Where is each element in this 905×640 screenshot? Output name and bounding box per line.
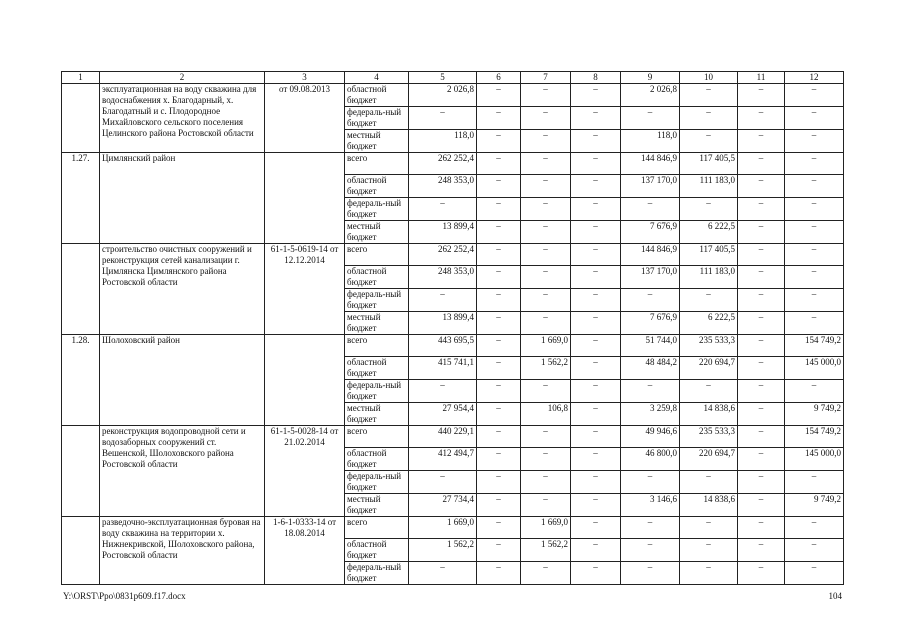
value-cell: – xyxy=(571,130,621,153)
value-cell: – xyxy=(571,539,621,562)
value-cell: 9 749,2 xyxy=(785,403,844,426)
value-cell: 145 000,0 xyxy=(785,448,844,471)
value-cell: – xyxy=(521,562,571,585)
table-row xyxy=(62,426,844,448)
value-cell: 137 170,0 xyxy=(621,266,680,289)
value-cell: – xyxy=(521,448,571,471)
value-cell: – xyxy=(738,448,785,471)
value-cell: 13 899,4 xyxy=(409,312,477,335)
value-cell: – xyxy=(680,539,738,562)
item-document: 1-6-1-0333-14 от 18.08.2014 xyxy=(265,517,345,585)
value-cell: – xyxy=(738,130,785,153)
value-cell: – xyxy=(785,471,844,494)
value-cell: – xyxy=(621,198,680,221)
value-cell: 118,0 xyxy=(409,130,477,153)
value-cell: – xyxy=(571,153,621,175)
value-cell: 1 562,2 xyxy=(521,539,571,562)
table-row xyxy=(62,244,844,266)
funding-source: местный бюджет xyxy=(345,312,409,335)
value-cell: – xyxy=(680,517,738,539)
value-cell: – xyxy=(409,562,477,585)
funding-source: федераль-ный бюджет xyxy=(345,471,409,494)
value-cell: – xyxy=(785,198,844,221)
value-cell: – xyxy=(409,289,477,312)
value-cell: – xyxy=(571,335,621,357)
value-cell: – xyxy=(571,380,621,403)
value-cell: – xyxy=(477,107,521,130)
value-cell: – xyxy=(521,380,571,403)
value-cell: – xyxy=(521,107,571,130)
value-cell: – xyxy=(738,517,785,539)
value-cell: – xyxy=(521,221,571,244)
value-cell: – xyxy=(521,289,571,312)
table-row xyxy=(62,84,844,107)
value-cell: – xyxy=(571,84,621,107)
value-cell: – xyxy=(571,426,621,448)
funding-source: всего xyxy=(345,426,409,448)
value-cell: – xyxy=(571,244,621,266)
file-path: Y:\ORST\Ppo\0831p609.f17.docx xyxy=(63,591,186,601)
value-cell: – xyxy=(521,266,571,289)
value-cell: – xyxy=(785,539,844,562)
value-cell: – xyxy=(785,221,844,244)
value-cell: 144 846,9 xyxy=(621,153,680,175)
column-header: 1 xyxy=(62,72,100,84)
value-cell: 262 252,4 xyxy=(409,244,477,266)
value-cell: 3 259,8 xyxy=(621,403,680,426)
value-cell: – xyxy=(738,471,785,494)
value-cell: – xyxy=(571,494,621,517)
value-cell: – xyxy=(477,380,521,403)
value-cell: – xyxy=(477,403,521,426)
value-cell: 48 484,2 xyxy=(621,357,680,380)
value-cell: – xyxy=(680,107,738,130)
column-header: 9 xyxy=(621,72,680,84)
value-cell: – xyxy=(571,107,621,130)
value-cell: – xyxy=(571,471,621,494)
value-cell: – xyxy=(621,380,680,403)
value-cell: – xyxy=(477,494,521,517)
value-cell: – xyxy=(738,335,785,357)
funding-source: областной бюджет xyxy=(345,175,409,198)
value-cell: 415 741,1 xyxy=(409,357,477,380)
item-document xyxy=(265,335,345,426)
funding-source: всего xyxy=(345,517,409,539)
item-number xyxy=(62,426,100,517)
value-cell: – xyxy=(738,539,785,562)
value-cell: 145 000,0 xyxy=(785,357,844,380)
funding-source: всего xyxy=(345,244,409,266)
value-cell: – xyxy=(571,198,621,221)
value-cell: – xyxy=(571,403,621,426)
value-cell: 248 353,0 xyxy=(409,266,477,289)
value-cell: – xyxy=(571,266,621,289)
value-cell: – xyxy=(571,312,621,335)
value-cell: – xyxy=(738,403,785,426)
value-cell: – xyxy=(785,153,844,175)
value-cell: – xyxy=(680,471,738,494)
value-cell: – xyxy=(621,107,680,130)
value-cell: – xyxy=(477,266,521,289)
item-number xyxy=(62,517,100,585)
value-cell: – xyxy=(785,175,844,198)
item-name: реконструкция водопроводной сети и водозаборных сооружений ст. Вешенской, Шолоховского района Ростовской области xyxy=(100,426,265,517)
funding-source: федераль-ный бюджет xyxy=(345,289,409,312)
value-cell: 117 405,5 xyxy=(680,153,738,175)
value-cell: – xyxy=(477,471,521,494)
value-cell: – xyxy=(738,221,785,244)
value-cell: – xyxy=(680,380,738,403)
value-cell: – xyxy=(738,107,785,130)
value-cell: 220 694,7 xyxy=(680,448,738,471)
value-cell: 7 676,9 xyxy=(621,221,680,244)
value-cell: – xyxy=(785,130,844,153)
funding-source: местный бюджет xyxy=(345,130,409,153)
value-cell: – xyxy=(477,312,521,335)
value-cell: – xyxy=(738,380,785,403)
value-cell: – xyxy=(477,244,521,266)
funding-source: местный бюджет xyxy=(345,494,409,517)
column-header: 10 xyxy=(680,72,738,84)
value-cell: – xyxy=(738,562,785,585)
value-cell: – xyxy=(738,357,785,380)
item-name: Цимлянский район xyxy=(100,153,265,244)
value-cell: – xyxy=(571,175,621,198)
value-cell: – xyxy=(409,198,477,221)
value-cell: – xyxy=(571,289,621,312)
item-name: эксплуатационная на воду скважина для водоснабжения х. Благодарный, х. Благодатный и с. Плодородное Михайловского сельского поселения Целинского района Ростовской области xyxy=(100,84,265,153)
value-cell: 7 676,9 xyxy=(621,312,680,335)
value-cell: – xyxy=(571,517,621,539)
item-document: 61-1-5-0619-14 от 12.12.2014 xyxy=(265,244,345,335)
value-cell: 51 744,0 xyxy=(621,335,680,357)
funding-source: федераль-ный бюджет xyxy=(345,562,409,585)
value-cell: – xyxy=(477,198,521,221)
value-cell: 46 800,0 xyxy=(621,448,680,471)
value-cell: – xyxy=(621,471,680,494)
value-cell: – xyxy=(621,562,680,585)
value-cell: – xyxy=(477,84,521,107)
value-cell: – xyxy=(738,244,785,266)
value-cell: 235 533,3 xyxy=(680,426,738,448)
value-cell: – xyxy=(785,266,844,289)
funding-source: областной бюджет xyxy=(345,539,409,562)
value-cell: – xyxy=(571,562,621,585)
value-cell: – xyxy=(521,471,571,494)
item-number: 1.27. xyxy=(62,153,100,244)
value-cell: – xyxy=(738,266,785,289)
value-cell: 2 026,8 xyxy=(409,84,477,107)
value-cell: 220 694,7 xyxy=(680,357,738,380)
value-cell: – xyxy=(738,289,785,312)
value-cell: 106,8 xyxy=(521,403,571,426)
value-cell: 137 170,0 xyxy=(621,175,680,198)
funding-source: местный бюджет xyxy=(345,403,409,426)
funding-source: всего xyxy=(345,153,409,175)
item-number xyxy=(62,84,100,153)
item-number: 1.28. xyxy=(62,335,100,426)
value-cell: – xyxy=(738,198,785,221)
value-cell: – xyxy=(477,539,521,562)
value-cell: 412 494,7 xyxy=(409,448,477,471)
funding-source: федераль-ный бюджет xyxy=(345,380,409,403)
value-cell: – xyxy=(785,84,844,107)
value-cell: 49 946,6 xyxy=(621,426,680,448)
funding-source: местный бюджет xyxy=(345,221,409,244)
item-name: Шолоховский район xyxy=(100,335,265,426)
column-header: 5 xyxy=(409,72,477,84)
value-cell: 1 669,0 xyxy=(521,335,571,357)
value-cell: – xyxy=(521,198,571,221)
value-cell: – xyxy=(477,426,521,448)
value-cell: 14 838,6 xyxy=(680,494,738,517)
value-cell: – xyxy=(477,289,521,312)
value-cell: – xyxy=(680,130,738,153)
value-cell: – xyxy=(409,380,477,403)
value-cell: 27 734,4 xyxy=(409,494,477,517)
value-cell: – xyxy=(477,130,521,153)
value-cell: – xyxy=(477,175,521,198)
page-number: 104 xyxy=(828,591,842,601)
funding-source: областной бюджет xyxy=(345,357,409,380)
item-document xyxy=(265,153,345,244)
value-cell: – xyxy=(785,289,844,312)
item-document: от 09.08.2013 xyxy=(265,84,345,153)
value-cell: 118,0 xyxy=(621,130,680,153)
value-cell: – xyxy=(571,221,621,244)
header-row xyxy=(62,72,844,84)
value-cell: 6 222,5 xyxy=(680,221,738,244)
column-header: 8 xyxy=(571,72,621,84)
value-cell: – xyxy=(477,153,521,175)
value-cell: 14 838,6 xyxy=(680,403,738,426)
value-cell: 262 252,4 xyxy=(409,153,477,175)
value-cell: 1 562,2 xyxy=(521,357,571,380)
value-cell: – xyxy=(680,562,738,585)
value-cell: – xyxy=(571,357,621,380)
value-cell: 1 669,0 xyxy=(409,517,477,539)
value-cell: – xyxy=(477,335,521,357)
value-cell: 2 026,8 xyxy=(621,84,680,107)
value-cell: – xyxy=(738,312,785,335)
table-row xyxy=(62,517,844,539)
value-cell: – xyxy=(680,289,738,312)
value-cell: – xyxy=(521,130,571,153)
value-cell: – xyxy=(738,175,785,198)
funding-source: областной бюджет xyxy=(345,84,409,107)
value-cell: 248 353,0 xyxy=(409,175,477,198)
column-header: 4 xyxy=(345,72,409,84)
value-cell: – xyxy=(571,448,621,471)
item-number xyxy=(62,244,100,335)
value-cell: 6 222,5 xyxy=(680,312,738,335)
value-cell: 144 846,9 xyxy=(621,244,680,266)
value-cell: – xyxy=(521,153,571,175)
funding-source: федераль-ный бюджет xyxy=(345,198,409,221)
value-cell: – xyxy=(409,471,477,494)
value-cell: – xyxy=(521,175,571,198)
funding-source: федераль-ный бюджет xyxy=(345,107,409,130)
value-cell: – xyxy=(785,562,844,585)
value-cell: – xyxy=(621,289,680,312)
value-cell: – xyxy=(521,426,571,448)
value-cell: 111 183,0 xyxy=(680,266,738,289)
item-name: разведочно-эксплуатационная буровая на воду скважина на территории х. Нижнекривской, Шолоховского района, Ростовской области xyxy=(100,517,265,585)
column-header: 3 xyxy=(265,72,345,84)
value-cell: 440 229,1 xyxy=(409,426,477,448)
value-cell: – xyxy=(680,198,738,221)
value-cell: 111 183,0 xyxy=(680,175,738,198)
value-cell: – xyxy=(785,312,844,335)
value-cell: 443 695,5 xyxy=(409,335,477,357)
value-cell: 1 562,2 xyxy=(409,539,477,562)
budget-table xyxy=(61,71,844,585)
value-cell: – xyxy=(477,448,521,471)
value-cell: – xyxy=(621,517,680,539)
column-header: 11 xyxy=(738,72,785,84)
value-cell: 13 899,4 xyxy=(409,221,477,244)
column-header: 12 xyxy=(785,72,844,84)
item-name: строительство очистных сооружений и реконструкция сетей канализации г. Цимлянска Цимлянского района Ростовской области xyxy=(100,244,265,335)
value-cell: – xyxy=(738,494,785,517)
value-cell: – xyxy=(521,84,571,107)
value-cell: – xyxy=(738,426,785,448)
funding-source: областной бюджет xyxy=(345,448,409,471)
value-cell: 1 669,0 xyxy=(521,517,571,539)
table-row xyxy=(62,153,844,175)
value-cell: – xyxy=(738,84,785,107)
value-cell: – xyxy=(477,221,521,244)
column-header: 6 xyxy=(477,72,521,84)
value-cell: – xyxy=(521,494,571,517)
column-header: 7 xyxy=(521,72,571,84)
column-header: 2 xyxy=(100,72,265,84)
funding-source: областной бюджет xyxy=(345,266,409,289)
value-cell: – xyxy=(785,517,844,539)
value-cell: – xyxy=(409,107,477,130)
value-cell: – xyxy=(738,153,785,175)
value-cell: – xyxy=(521,312,571,335)
value-cell: – xyxy=(785,107,844,130)
value-cell: 235 533,3 xyxy=(680,335,738,357)
value-cell: – xyxy=(621,539,680,562)
value-cell: – xyxy=(785,380,844,403)
value-cell: – xyxy=(477,562,521,585)
value-cell: – xyxy=(785,244,844,266)
value-cell: – xyxy=(680,84,738,107)
value-cell: 117 405,5 xyxy=(680,244,738,266)
value-cell: 27 954,4 xyxy=(409,403,477,426)
item-document: 61-1-5-0028-14 от 21.02.2014 xyxy=(265,426,345,517)
table-row xyxy=(62,335,844,357)
value-cell: – xyxy=(521,244,571,266)
funding-source: всего xyxy=(345,335,409,357)
value-cell: – xyxy=(477,517,521,539)
value-cell: 9 749,2 xyxy=(785,494,844,517)
value-cell: 154 749,2 xyxy=(785,335,844,357)
value-cell: – xyxy=(477,357,521,380)
value-cell: 154 749,2 xyxy=(785,426,844,448)
value-cell: 3 146,6 xyxy=(621,494,680,517)
